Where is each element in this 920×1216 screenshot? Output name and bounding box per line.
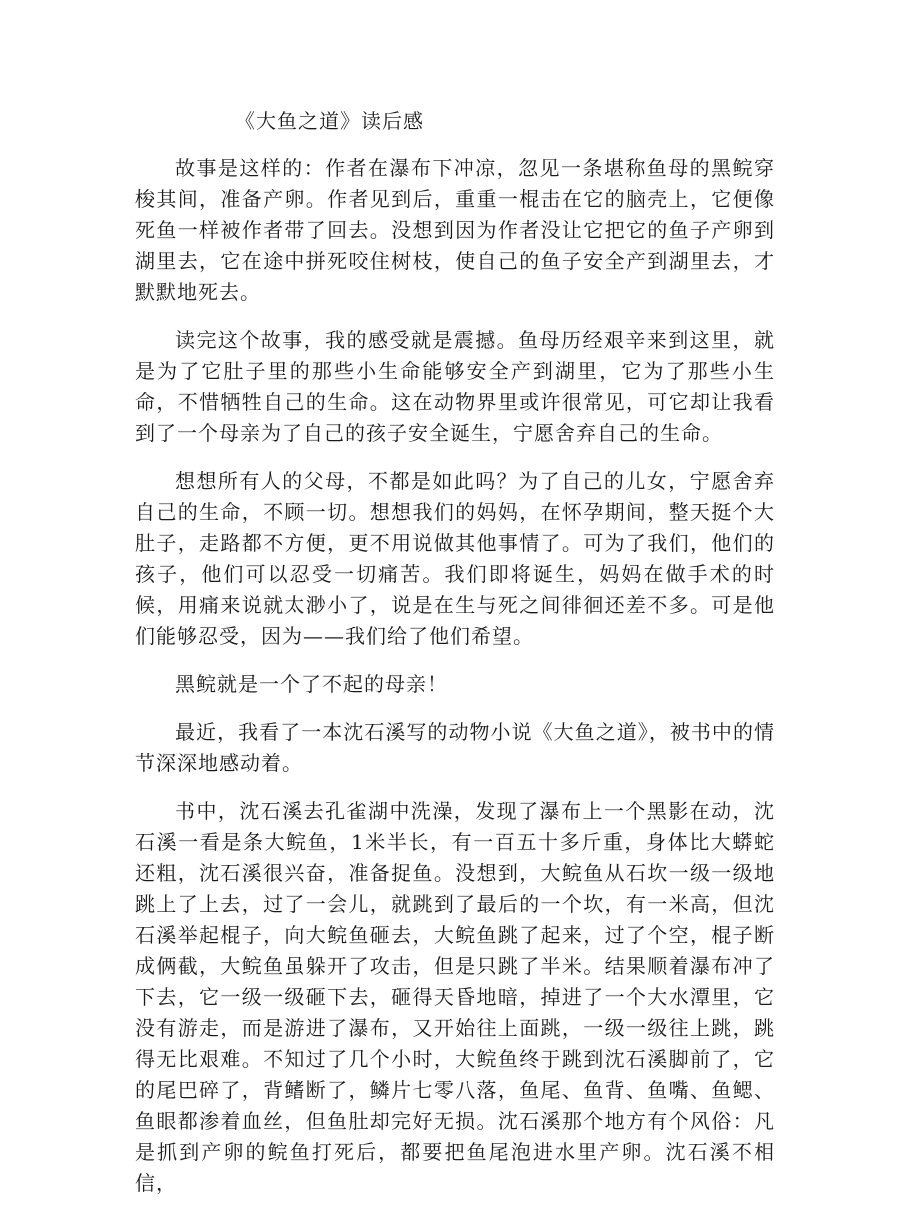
paragraph-recently-read: 最近，我看了一本沈石溪写的动物小说《大鱼之道》，被书中的情节深深地感动着。 [135, 720, 775, 775]
paragraph-book-story: 书中，沈石溪去孔雀湖中洗澡，发现了瀑布上一个黑影在动，沈石溪一看是条大鲩鱼，1米半长，有一百五十多斤重，身体比大蟒蛇还粗，沈石溪很兴奋，准备捉鱼。没想到，大鲩鱼从石坎一级一级地跳上了上去，过了一会儿，就跳到了最后的一个坎，有一米高，但沈石溪举起棍子，向大鲩鱼砸去，大鲩鱼跳了起来，过了个空，棍子断成俩截，大鲩鱼虽躲开了攻击，但是只跳了半米。结果顺着瀑布冲了下去，它一级一级砸下去，砸得天昏地暗，掉进了一个大水潭里，它没有游走，而是游进了瀑布，又开始往上面跳，一级一级往上跳，跳得无比艰难。不知过了几个小时，大鲩鱼终于跳到沈石溪脚前了，它的尾巴碎了，背鳍断了，鳞片七零八落，鱼尾、鱼背、鱼嘴、鱼鳃、鱼眼都渗着血丝，但鱼肚却完好无损。沈石溪那个地方有个风俗：凡是抓到产卵的鲩鱼打死后，都要把鱼尾泡进水里产卵。沈石溪不相信， [135, 799, 775, 1195]
paragraph-feeling: 读完这个故事，我的感受就是震撼。鱼母历经艰辛来到这里，就是为了它肚子里的那些小生命能够安全产到湖里，它为了那些小生命，不惜牺牲自己的生命。这在动物界里或许很常见，可它却让我看到了一个母亲为了自己的孩子安全诞生，宁愿舍弃自己的生命。 [135, 328, 775, 445]
paragraph-great-mother: 黑鲩就是一个了不起的母亲！ [175, 672, 448, 696]
document-body [135, 106, 775, 1216]
document-title: 《大鱼之道》读后感 [235, 109, 424, 133]
paragraph-parents: 想想所有人的父母，不都是如此吗？为了自己的儿女，宁愿舍弃自己的生命，不顾一切。想想我们的妈妈，在怀孕期间，整天挺个大肚子，走路都不方便，更不用说做其他事情了。可为了我们，他们的孩子，他们可以忍受一切痛苦。我们即将诞生，妈妈在做手术的时候，用痛来说就太渺小了，说是在生与死之间徘徊还差不多。可是他们能够忍受，因为——我们给了他们希望。 [135, 469, 775, 648]
paragraph-story: 故事是这样的：作者在瀑布下冲凉，忽见一条堪称鱼母的黑鲩穿梭其间，准备产卵。作者见到后，重重一棍击在它的脑壳上，它便像死鱼一样被作者带了回去。没想到因为作者没让它把它的鱼子产卵到湖里去，它在途中拼死咬住树枝，使自己的鱼子安全产到湖里去，才默默地死去。 [135, 156, 775, 304]
